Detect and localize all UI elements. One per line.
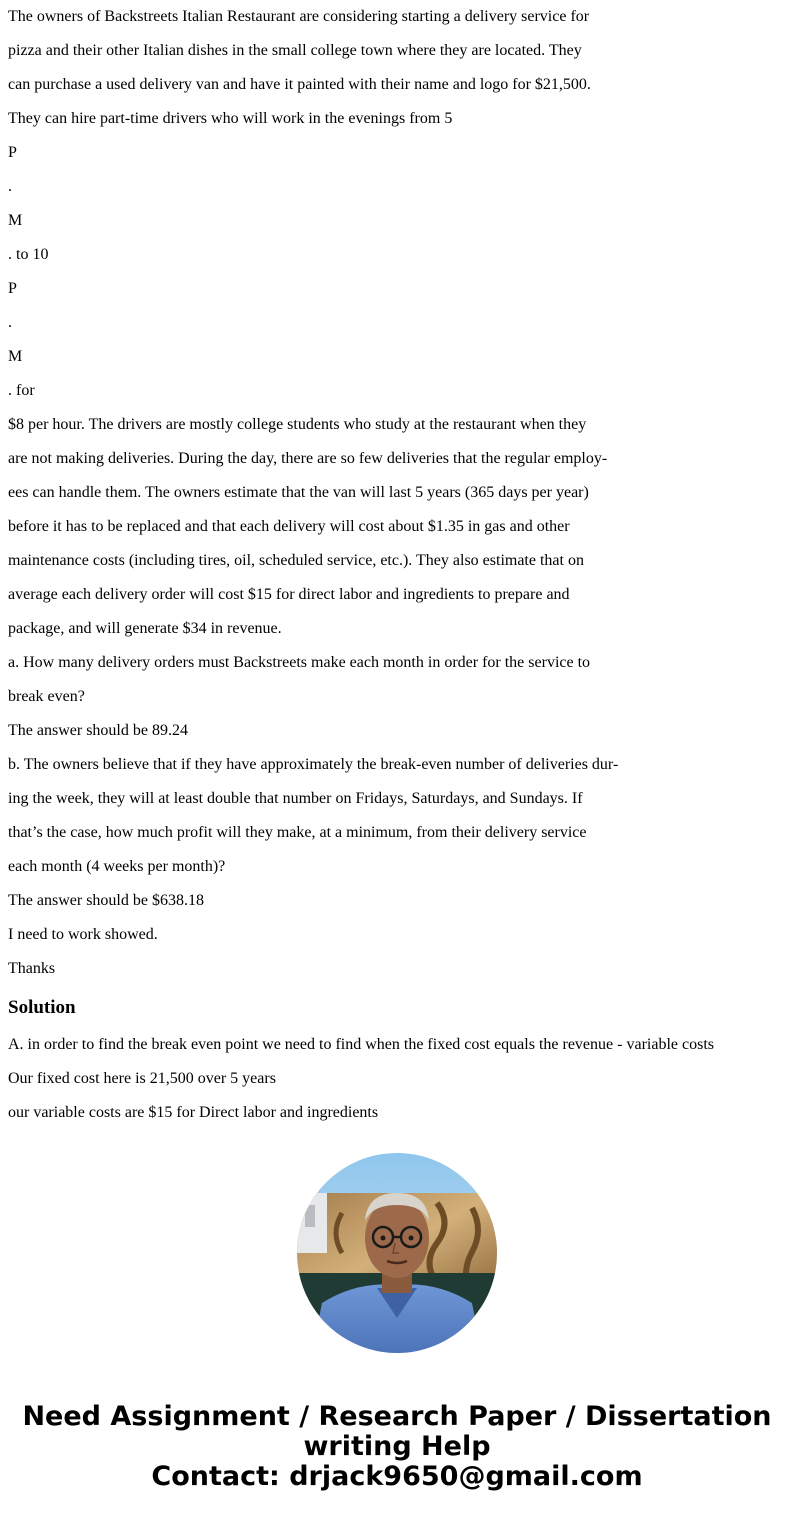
answer-line-b: The answer should be $638.18 xyxy=(8,892,204,909)
question-line: can purchase a used delivery van and have it painted with their name and logo for $21,500. xyxy=(8,76,591,93)
question-line: M xyxy=(8,348,23,365)
question-line: b. The owners believe that if they have approximately the break-even number of deliveries dur- xyxy=(8,756,619,773)
question-line: . to 10 xyxy=(8,246,49,263)
contact-line: Contact: drjack9650@gmail.com xyxy=(151,1461,643,1492)
question-line: They can hire part-time drivers who will work in the evenings from 5 xyxy=(8,110,453,127)
question-line: that’s the case, how much profit will they make, at a minimum, from their delivery service xyxy=(8,824,587,841)
question-line: each month (4 weeks per month)? xyxy=(8,858,226,875)
solution-heading: Solution xyxy=(8,997,76,1018)
question-line: . xyxy=(8,314,12,331)
solution-text xyxy=(8,1028,788,1130)
question-line: I need to work showed. xyxy=(8,926,158,943)
promo-line: Need Assignment / Research Paper / Dissertation xyxy=(22,1401,772,1432)
question-text xyxy=(8,0,788,986)
solution-line: our variable costs are $15 for Direct labor and ingredients xyxy=(8,1104,379,1121)
question-line: The owners of Backstreets Italian Restaurant are considering starting a delivery service for xyxy=(8,8,590,25)
question-line: M xyxy=(8,212,23,229)
answer-line-a: The answer should be 89.24 xyxy=(8,722,188,739)
question-line: . xyxy=(8,178,12,195)
question-line: ing the week, they will at least double that number on Fridays, Saturdays, and Sundays. If xyxy=(8,790,583,807)
question-line: $8 per hour. The drivers are mostly college students who study at the restaurant when they xyxy=(8,416,587,433)
question-line: a. How many delivery orders must Backstreets make each month in order for the service to xyxy=(8,654,591,671)
question-line: break even? xyxy=(8,688,85,705)
question-line: Thanks xyxy=(8,960,56,977)
question-line: maintenance costs (including tires, oil, scheduled service, etc.). They also estimate that on xyxy=(8,552,584,569)
question-line: P xyxy=(8,280,17,297)
question-line: before it has to be replaced and that each delivery will cost about $1.35 in gas and other xyxy=(8,518,570,535)
solution-line: Our fixed cost here is 21,500 over 5 years xyxy=(8,1070,276,1087)
promo-line: writing Help xyxy=(303,1431,491,1462)
question-line: package, and will generate $34 in revenue. xyxy=(8,620,282,637)
question-line: ees can handle them. The owners estimate that the van will last 5 years (365 days per year) xyxy=(8,484,589,501)
question-line: P xyxy=(8,144,17,161)
question-line: average each delivery order will cost $15 for direct labor and ingredients to prepare and xyxy=(8,586,570,603)
question-line: . for xyxy=(8,382,35,399)
solution-line: A. in order to find the break even point we need to find when the fixed cost equals the revenue - variable costs xyxy=(8,1036,714,1053)
promo-banner xyxy=(0,1402,794,1492)
author-avatar xyxy=(297,1153,497,1353)
question-line: are not making deliveries. During the day, there are so few deliveries that the regular employ- xyxy=(8,450,608,467)
question-line: pizza and their other Italian dishes in the small college town where they are located. They xyxy=(8,42,582,59)
